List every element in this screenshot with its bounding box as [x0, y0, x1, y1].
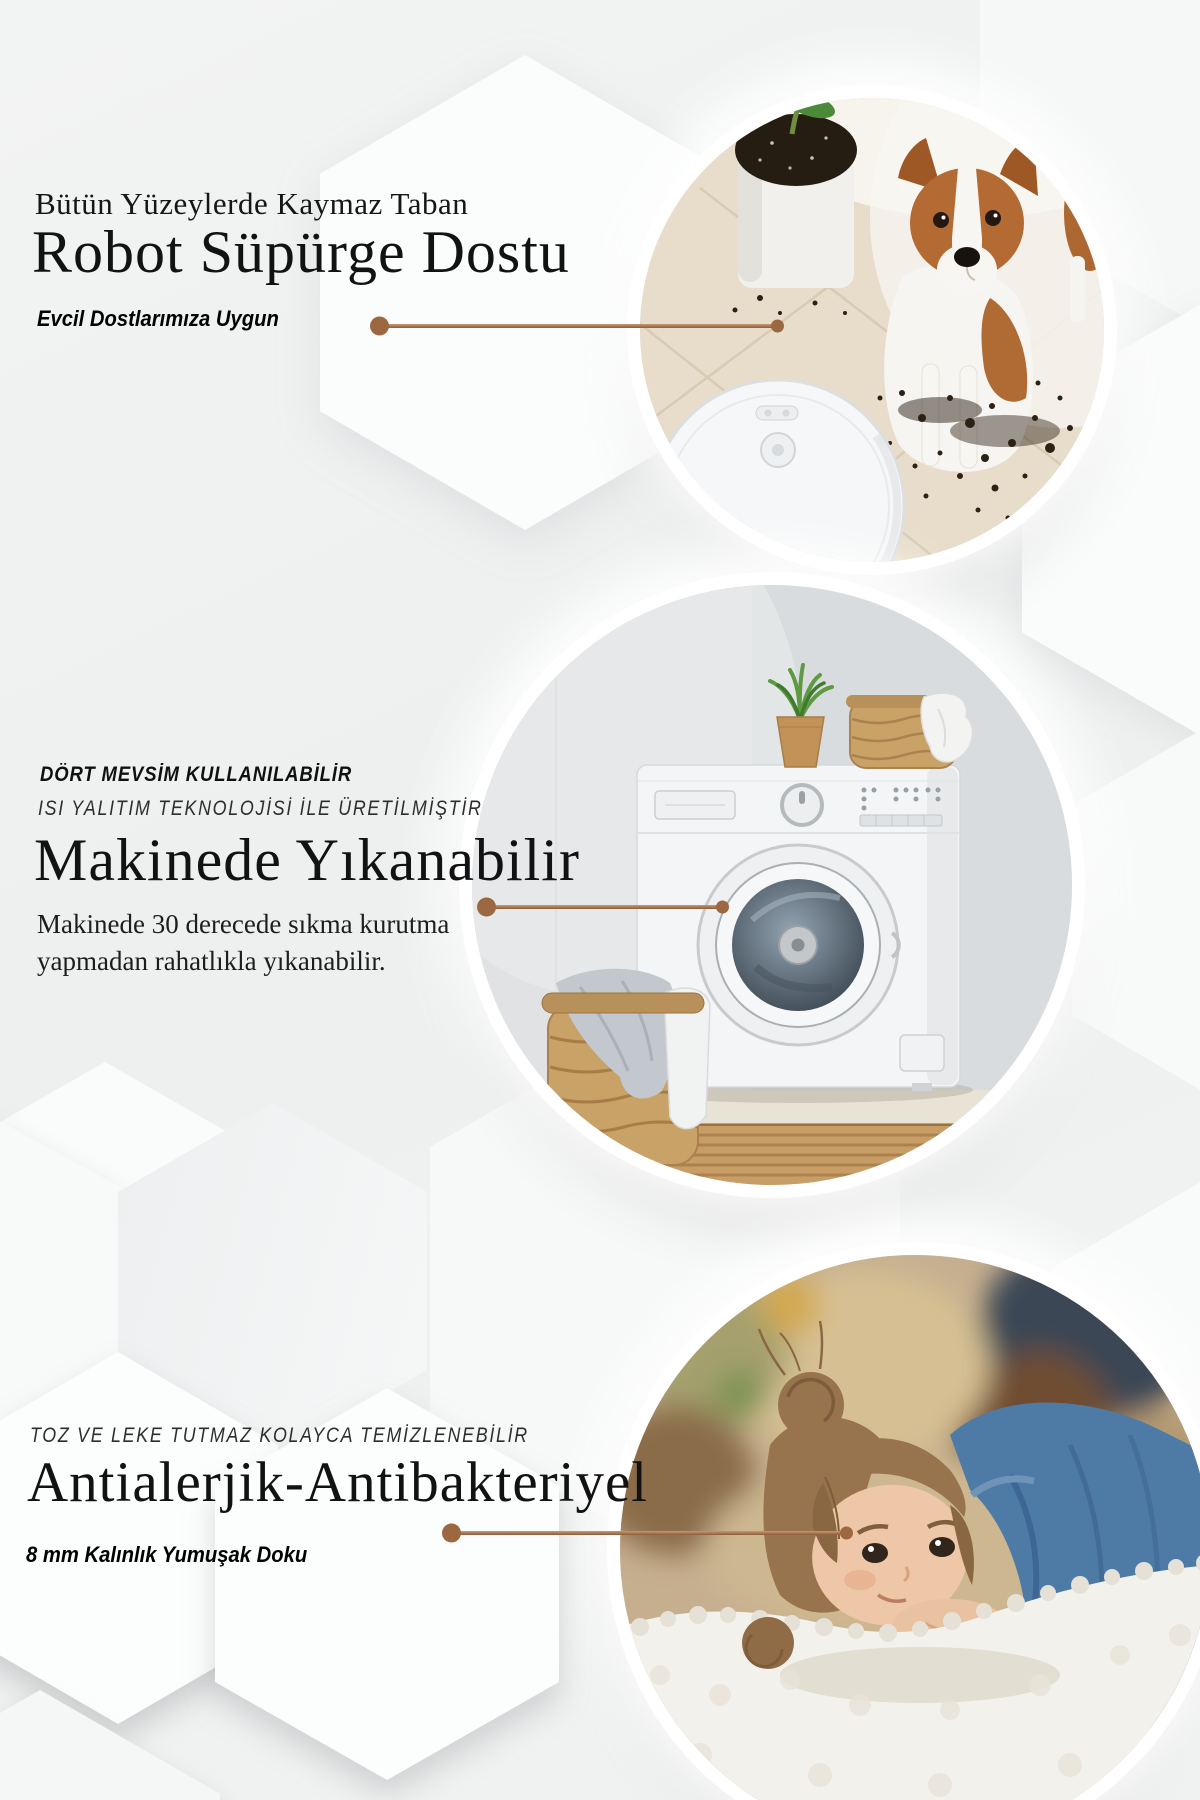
connector-line-3: [450, 1531, 847, 1535]
dog-robot-vacuum-illustration: [640, 98, 1104, 562]
hexagon-decoration: [0, 1690, 220, 1800]
plant-pot-illustration: [735, 98, 857, 288]
section3-caption: 8 mm Kalınlık Yumuşak Doku: [26, 1542, 308, 1567]
section2-eyebrow-primary: DÖRT MEVSİM KULLANILABİLİR: [40, 763, 353, 786]
section1-caption: Evcil Dostlarımıza Uygun: [37, 306, 279, 331]
hexagon-decoration: [1072, 700, 1200, 1120]
section2-title: Makinede Yıkanabilir: [34, 827, 580, 893]
section3-eyebrow-secondary: TOZ VE LEKE TUTMAZ KOLAYCA TEMİZLENEBİLİR: [30, 1424, 529, 1447]
basket-on-washer: [846, 693, 973, 768]
section2-eyebrow-secondary: ISI YALITIM TEKNOLOJİSİ İLE ÜRETİLMİŞTİR: [38, 797, 483, 820]
section3-title: Antialerjik-Antibakteriyel: [27, 1451, 649, 1514]
connector-line-1: [378, 324, 778, 328]
connector-line-2: [485, 905, 723, 909]
dog-with-robot-vacuum-photo: [627, 85, 1117, 575]
section1-title: Robot Süpürge Dostu: [32, 219, 570, 285]
child-on-rug-illustration: [620, 1255, 1200, 1800]
section2-body: Makinede 30 derecede sıkma kurutma yapmadan rahatlıkla yıkanabilir.: [37, 909, 450, 977]
section1-kicker: Bütün Yüzeylerde Kaymaz Taban: [35, 186, 469, 221]
